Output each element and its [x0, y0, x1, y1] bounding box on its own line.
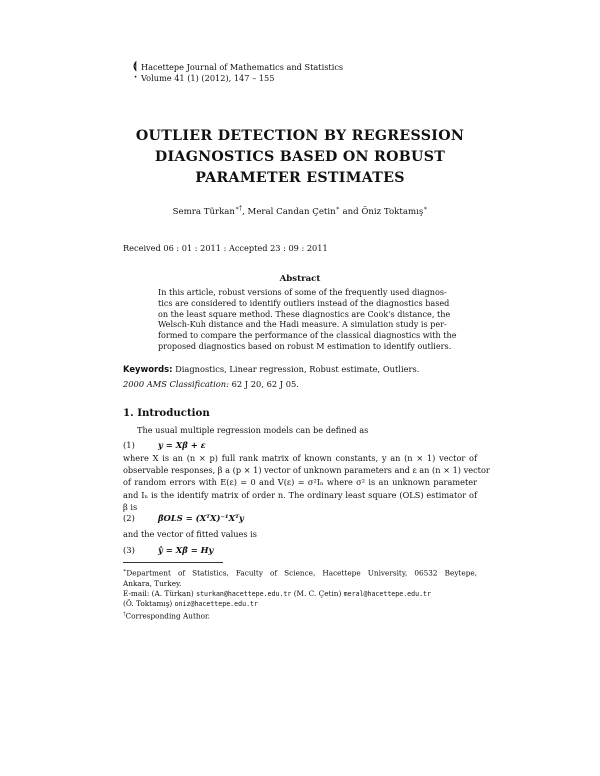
equation-2-number: (2) [123, 513, 135, 523]
abstract-line: In this article, robust versions of some of the frequently used diagnos- [158, 287, 447, 297]
ams-label: 2000 AMS Classification: [123, 379, 229, 389]
paragraph-line: where X is an (n × p) full rank matrix of known constants, y an (n × 1) vector of [123, 453, 477, 463]
equation-2-expression: β̂OLS = (XᵀX)⁻¹Xᵀy [158, 513, 244, 523]
intro-paragraph [123, 452, 490, 513]
fitted-values-text: and the vector of fitted values is [123, 529, 257, 539]
footnote-email-3 [123, 599, 477, 609]
keywords [123, 364, 419, 374]
equation-3-number: (3) [123, 545, 135, 555]
paragraph-line: observable responses, β a (p × 1) vector of unknown parameters and ε an (n × 1) vector [123, 465, 490, 476]
abstract-line: tics are considered to identify outliers instead of the diagnostics based [158, 297, 450, 308]
author-1: Semra Türkan [172, 206, 235, 217]
footnote-dept-mark: ∗ [123, 568, 127, 574]
author-sep-1: , [242, 206, 248, 217]
abstract-heading: Abstract [279, 274, 321, 284]
journal-logo-dot-icon: · [134, 73, 138, 83]
author-3-marks: ∗ [423, 205, 428, 212]
abstract-line: Welsch-Kuh distance and the Hadi measure. A simulation study is per- [158, 319, 447, 330]
section-heading [123, 407, 210, 419]
intro-lead: The usual multiple regression models can be defined as [137, 425, 369, 435]
footnote-corresponding [123, 609, 477, 622]
paper-title [120, 126, 480, 189]
journal-logo-icon: ⟬ [133, 61, 137, 72]
ams-classification [123, 379, 299, 389]
equation-1-number: (1) [123, 440, 135, 450]
section-number: 1. [123, 407, 134, 419]
keywords-label: Keywords: [123, 364, 173, 374]
keywords-text: Diagnostics, Linear regression, Robust estimate, Outliers. [175, 364, 420, 374]
footnote-rule [123, 562, 223, 563]
email-link-1[interactable]: sturkan@hacettepe.edu.tr [196, 589, 292, 598]
equation-1-expression: y = Xβ + ε [158, 440, 206, 450]
journal-name: Hacettepe Journal of Mathematics and Statistics [141, 62, 344, 72]
footnote-corr-mark: † [123, 611, 126, 618]
paragraph-line: and Iₙ is the identify matrix of order n. The ordinary least square (OLS) estimator of [123, 489, 477, 500]
email-mid: (M. C. Çetin) [291, 588, 344, 598]
journal-volume: Volume 41 (1) (2012), 147 – 155 [141, 73, 275, 83]
footnote-department [123, 566, 477, 579]
footnote-emails [123, 589, 477, 599]
author-2-marks: ∗ [335, 205, 340, 212]
paragraph-line: β is [123, 501, 138, 512]
author-list [120, 205, 480, 217]
footnote-corr-text: Corresponding Author. [125, 611, 210, 621]
author-3: Öniz Toktamış [361, 206, 424, 217]
footnote-dept-line-1: Department of Statistics, Faculty of Science, Hacettepe University, 06532 Beytepe, [126, 568, 477, 578]
footnote-dept-line-2: Ankara, Turkey. [123, 578, 182, 588]
footnotes [123, 566, 477, 622]
title-line-2: DIAGNOSTICS BASED ON ROBUST [154, 149, 446, 165]
section-title: Introduction [137, 407, 210, 419]
email-link-2[interactable]: meral@hacettepe.edu.tr [343, 589, 431, 598]
title-line-3: PARAMETER ESTIMATES [195, 170, 405, 186]
equation-3-expression: ŷ = Xβ̂ = Hy [158, 545, 214, 555]
email-3-prefix: (Ö. Toktamış) [123, 599, 175, 609]
abstract-line: on the least square method. These diagnostics are Cook's distance, the [158, 308, 451, 319]
ams-text: 62 J 20, 62 J 05. [231, 379, 299, 389]
received-dates: Received 06 : 01 : 2011 : Accepted 23 : 09 : 2011 [123, 243, 328, 253]
author-sep-2: and [339, 206, 362, 217]
paragraph-line: of random errors with E(ε) = 0 and V(ε) = σ²Iₙ where σ² is an unknown parameter [123, 477, 477, 488]
abstract-line: formed to compare the performance of the classical diagnostics with the [158, 330, 457, 341]
abstract-body [158, 287, 457, 352]
title-line-1: OUTLIER DETECTION BY REGRESSION [135, 128, 465, 144]
abstract-line: proposed diagnostics based on robust M estimation to identify outliers. [158, 340, 452, 351]
journal-header [141, 62, 343, 84]
email-label: E-mail: (A. Türkan) [123, 588, 197, 598]
author-1-marks: ∗† [234, 205, 243, 212]
email-link-3[interactable]: oniz@hacettepe.edu.tr [174, 600, 258, 609]
author-2: Meral Candan Çetin [247, 206, 336, 217]
